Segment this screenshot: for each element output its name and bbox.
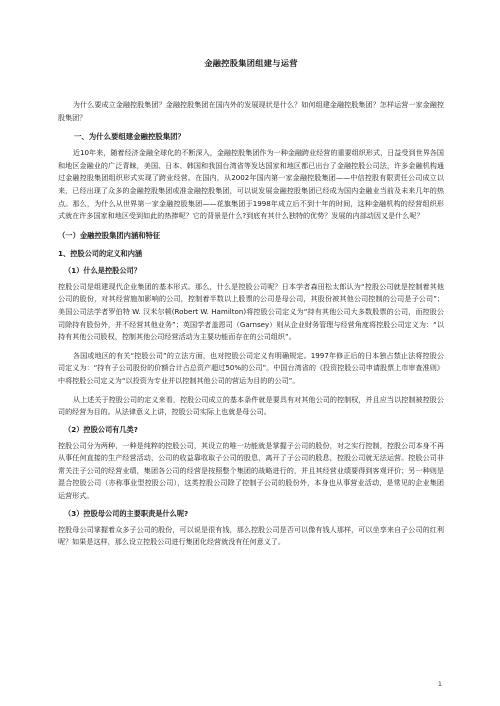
- document-title: 金融控股集团组建与运营: [204, 58, 298, 68]
- question-2-heading: （2）控股公司有几类?: [64, 424, 138, 434]
- paragraph-duties: 控股母公司掌握着众多子公司的股份，可以说是很有钱，那么控股公司是否可以像有钱人那样，可以坐享来自子公司的红利呢？如果是这样，那么设立控股公司进行集团化经营就没有任何意义了。: [58, 524, 444, 547]
- paragraph-background: 近10年来，随着经济金融全球化的不断深入，金融控股集团作为一种金融跨业经营的重要组织形式，日益受到世界各国和地区金融业的广泛青睐，美国、日本、韩国和我国台湾省等发达国家和地区都已出台了金融控股公司法，许多金融机构通过金融控股集团组织形式实现了跨业经营。在国内，从2002年国内第一家金融控股集团——中信控股有限责任公司成立以来，已经出现了众多的金融控股集团或准金融控股集团，可以说发展金融控股集团已经成为国内金融业当前及未来几年的热点。那么，为什么从世界第一家金融控股集团——花旗集团于1998年成立后不到十年的时间，这种金融机构的经营组织形式就在许多国家和地区受到如此的热捧呢？它的背景是什么?到底有其什么独特的优势？发展的内部动因又是什么呢？: [58, 148, 444, 221]
- question-1-heading: （1）什么是控股公司？: [64, 265, 141, 275]
- paragraph-summary: 从上述关于控股公司的定义来看，控股公司成立的基本条件就是要具有对其他公司的控制权，并且应当以控制被控股公司的经营为目的。从法律意义上讲，控股公司实际上也就是母公司。: [58, 394, 444, 417]
- paragraph-legislation: 各国或地区的有关“控股公司”的立法方面，也对控股公司定义有明确规定。1997年修正后的日本独占禁止法将控股公司定义为：“持有子公司股份的价额合计占总资产超过50%的公司”。中国台湾省的《投资控股公司申请股票上市审查准则》中将控股公司定义为“以投资为专业并以控制其他公司的营运为目的的公司”。: [58, 350, 444, 385]
- subsection-1-heading: （一）金融控股集团内涵和特征: [58, 230, 161, 240]
- paragraph-types: 控股公司分为两种，一种是纯粹的控股公司，其设立的唯一功能就是掌握子公司的股份，对之实行控制，控股公司本身不再从事任何直接的生产经营活动，公司的收益靠收取子公司的股息，离开了子公司的股息，控股公司就无法运营。控股公司非常关注子公司的经营业绩，集团各公司的经营是按照整个集团的战略进行的，并且其经营业绩要得到客观评价；另一种则是混合控股公司（亦称事业型控股公司），这类控股公司除了控制子公司的股份外，本身也从事营业活动，是常见的企业集团运营形式。: [58, 440, 444, 501]
- intro-paragraph: 为什么要成立金融控股集团？金融控股集团在国内外的发展现状是什么？如何组建金融控股集团？怎样运营一家金融控股集团？: [58, 100, 444, 122]
- page-number: 1: [437, 680, 442, 688]
- section-1-heading: 一、为什么要组建金融控股集团？: [74, 132, 185, 142]
- paragraph-definitions: 控股公司是组建现代企业集团的基本形式。那么，什么是控股公司呢？日本学者森田松太郎认为“控股公司就是控制着其他公司的股份，对其经营施加影响的公司，控制着半数以上股票的公司是母公司，其股份被其他公司控制的公司是子公司”；美国公司法学者罗伯特 W. 汉米尔顿(Robert W. Hamilton)将控股公司定义为“持有其他公司大多数股票的公司，而控股公司除持有股份外，并不经营其他业务”；英国学者盖恩司（Garnsey）则从企业财务管理与经营角度将控股公司定义为：“以持有其他公司股权，控制其他公司经营活动为主要功能而存在的公司组织”。: [58, 281, 444, 342]
- subsection-1-1-heading: 1、控股公司的定义和内涵: [58, 248, 143, 258]
- question-3-heading: （3）控股母公司的主要职责是什么呢?: [64, 508, 189, 518]
